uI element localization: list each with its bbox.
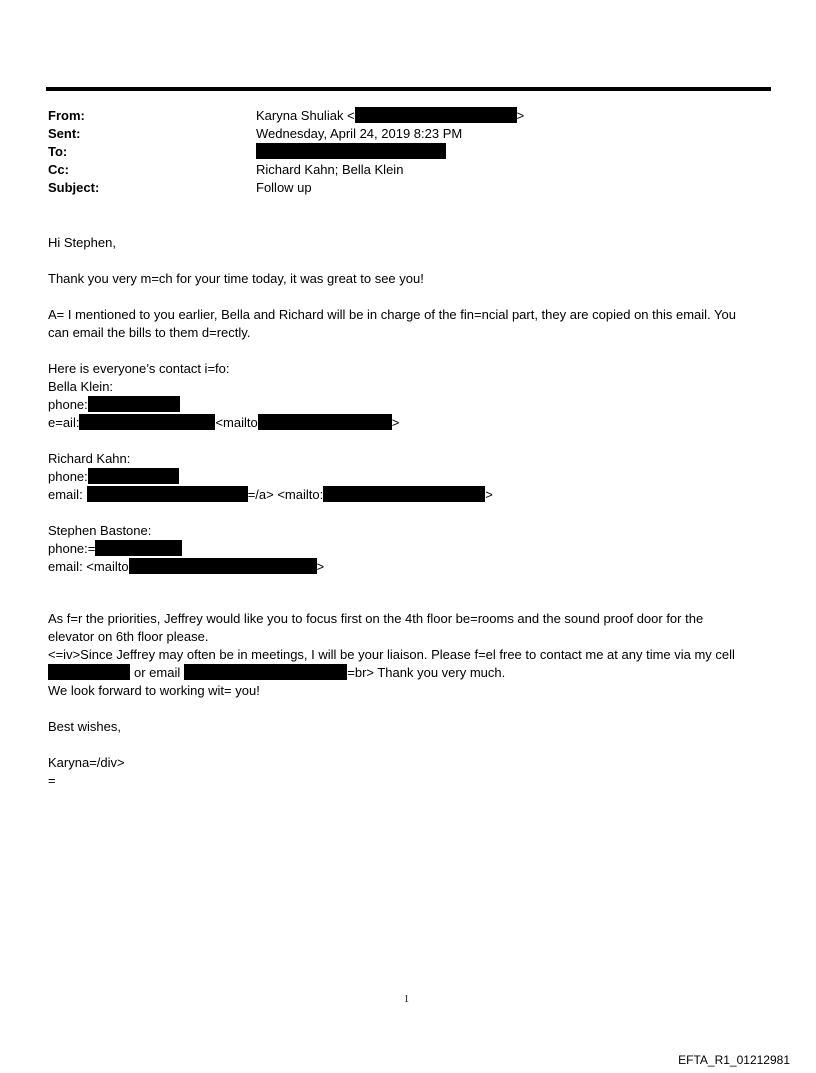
subject-label: Subject: — [48, 180, 100, 195]
redaction-block — [88, 468, 179, 484]
from-name: Karyna Shuliak < — [256, 108, 355, 123]
trailing-char: = — [48, 773, 56, 788]
subject-value: Follow up — [256, 180, 312, 195]
paragraph-financial-line1: A= I mentioned to you earlier, Bella and Richard will be in charge of the fin=ncial part, they are copied on this email. You — [48, 307, 736, 322]
redaction-block — [88, 396, 180, 412]
contact-bella-name: Bella Klein: — [48, 379, 114, 394]
to-label: To: — [48, 144, 68, 159]
redaction-block — [79, 414, 215, 430]
cc-label: Cc: — [48, 162, 69, 177]
redaction-block — [323, 486, 485, 502]
paragraph-priorities-line1: As f=r the priorities, Jeffrey would like you to focus first on the 4th floor be=rooms and the sound proof door for the — [48, 611, 704, 626]
from-close: > — [516, 108, 525, 123]
redaction-block — [129, 558, 317, 574]
email-label: e=ail: — [48, 415, 80, 430]
signature: Karyna=/div> — [48, 755, 125, 770]
cc-value: Richard Kahn; Bella Klein — [256, 162, 404, 177]
paragraph-liaison-line2 — [48, 664, 505, 682]
from-label: From: — [48, 108, 85, 123]
bates-number: EFTA_R1_01212981 — [678, 1053, 790, 1067]
paragraph-thanks: Thank you very m=ch for your time today, it was great to see you! — [48, 271, 424, 286]
phone-label: phone: — [48, 469, 88, 484]
phone-label: phone:= — [48, 541, 96, 556]
mailto-close: > — [485, 487, 493, 502]
contact-bella-email — [48, 414, 399, 432]
paragraph-liaison-line1: <=iv>Since Jeffrey may often be in meetings, I will be your liaison. Please f=el free to contact me at any time via my cell — [48, 647, 735, 662]
closing: Best wishes, — [48, 719, 121, 734]
greeting: Hi Stephen, — [48, 235, 116, 250]
paragraph-look-forward: We look forward to working wit= you! — [48, 683, 260, 698]
contact-stephen-phone — [48, 540, 182, 558]
redaction-block — [258, 414, 392, 430]
mailto-close: > — [316, 559, 325, 574]
email-label: email: <mailto — [48, 559, 129, 574]
mailto-text: =/a> <mailto: — [247, 487, 324, 502]
phone-label: phone: — [48, 397, 88, 412]
redaction-block — [95, 540, 182, 556]
thank-you-text: =br> Thank you very much. — [347, 665, 506, 680]
contacts-intro: Here is everyone’s contact i=fo: — [48, 361, 230, 376]
redaction-block — [355, 107, 517, 123]
mailto-close: > — [391, 415, 400, 430]
contact-richard-phone — [48, 468, 179, 486]
email-label: email: — [48, 487, 83, 502]
contact-bella-phone — [48, 396, 180, 414]
contact-stephen-name: Stephen Bastone: — [48, 523, 152, 538]
paragraph-financial-line2: can email the bills to them d=rectly. — [48, 325, 251, 340]
to-value — [256, 143, 446, 161]
contact-stephen-email — [48, 558, 324, 576]
redaction-block — [87, 486, 248, 502]
or-email-text: or email — [134, 665, 181, 680]
paragraph-priorities-line2: elevator on 6th floor please. — [48, 629, 209, 644]
mailto-text: <mailto — [215, 415, 258, 430]
redaction-block — [256, 143, 446, 159]
contact-richard-email — [48, 486, 493, 504]
sent-value: Wednesday, April 24, 2019 8:23 PM — [256, 126, 463, 141]
redaction-block — [48, 664, 130, 680]
page-number: 1 — [404, 994, 409, 1005]
from-value — [256, 107, 524, 125]
sent-label: Sent: — [48, 126, 81, 141]
redaction-block — [184, 664, 347, 680]
header-rule — [46, 87, 771, 91]
contact-richard-name: Richard Kahn: — [48, 451, 131, 466]
